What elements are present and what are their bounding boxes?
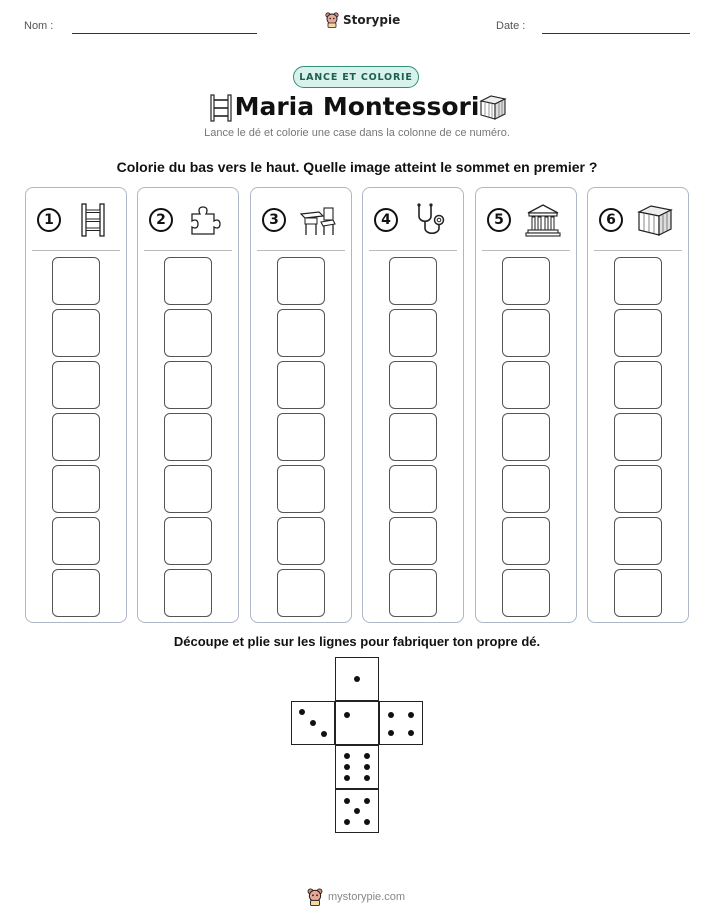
color-cell[interactable] (277, 569, 325, 617)
die-pip (354, 676, 360, 682)
color-cell[interactable] (52, 361, 100, 409)
color-cell[interactable] (389, 361, 437, 409)
column-divider (144, 250, 232, 251)
color-cell[interactable] (52, 309, 100, 357)
color-cell[interactable] (389, 569, 437, 617)
color-cell[interactable] (614, 413, 662, 461)
column-divider (369, 250, 457, 251)
column-number: 5 (487, 208, 511, 232)
color-cell[interactable] (502, 309, 550, 357)
color-cell[interactable] (389, 465, 437, 513)
die-pip (364, 775, 370, 781)
die-face-1-center (335, 701, 379, 745)
color-cell[interactable] (614, 465, 662, 513)
die-pip (388, 712, 394, 718)
date-line[interactable] (542, 33, 690, 34)
wooden-cube-icon (636, 202, 674, 238)
date-label: Date : (496, 20, 526, 32)
column-1 (25, 187, 127, 623)
color-cell[interactable] (164, 569, 212, 617)
color-cell[interactable] (502, 465, 550, 513)
color-cell[interactable] (164, 517, 212, 565)
color-cell[interactable] (164, 361, 212, 409)
color-cell[interactable] (52, 465, 100, 513)
die-pip (364, 764, 370, 770)
color-cell[interactable] (52, 257, 100, 305)
color-cell[interactable] (614, 257, 662, 305)
die-face-1-top (335, 657, 379, 701)
color-cell[interactable] (389, 257, 437, 305)
page-footer (307, 888, 405, 906)
brand-name: Storypie (343, 13, 401, 27)
ladder-shelf-icon (74, 202, 112, 238)
die-pip (344, 775, 350, 781)
die-pip (321, 731, 327, 737)
die-pip (344, 819, 350, 825)
die-pip (364, 819, 370, 825)
die-face-4 (379, 701, 423, 745)
die-pip (299, 709, 305, 715)
column-6 (587, 187, 689, 623)
column-divider (594, 250, 682, 251)
color-cell[interactable] (389, 517, 437, 565)
color-cell[interactable] (164, 465, 212, 513)
die-pip (344, 764, 350, 770)
name-line[interactable] (72, 33, 257, 34)
color-cell[interactable] (52, 517, 100, 565)
wooden-cube-icon (478, 93, 508, 121)
stethoscope-icon (411, 202, 449, 238)
color-cell[interactable] (277, 257, 325, 305)
color-cell[interactable] (52, 413, 100, 461)
color-cell[interactable] (52, 569, 100, 617)
column-2 (137, 187, 239, 623)
color-cell[interactable] (502, 569, 550, 617)
column-divider (482, 250, 570, 251)
name-label: Nom : (24, 20, 54, 32)
puzzle-piece-icon (186, 202, 224, 238)
color-cell[interactable] (277, 517, 325, 565)
die-pip (354, 808, 360, 814)
color-cell[interactable] (277, 413, 325, 461)
color-cell[interactable] (614, 569, 662, 617)
die-pip (408, 712, 414, 718)
color-cell[interactable] (164, 257, 212, 305)
die-pip (364, 798, 370, 804)
color-cell[interactable] (277, 465, 325, 513)
die-pip (364, 753, 370, 759)
die-pip (408, 730, 414, 736)
column-number: 3 (262, 208, 286, 232)
column-4 (362, 187, 464, 623)
die-instruction: Découpe et plie sur les lignes pour fabriquer ton propre dé. (173, 634, 541, 649)
column-divider (257, 250, 345, 251)
activity-badge: LANCE ET COLORIE (293, 66, 419, 88)
color-cell[interactable] (277, 309, 325, 357)
column-number: 4 (374, 208, 398, 232)
die-pip (310, 720, 316, 726)
color-cell[interactable] (502, 257, 550, 305)
footer-url: mystorypie.com (328, 891, 406, 903)
column-3 (250, 187, 352, 623)
color-cell[interactable] (614, 517, 662, 565)
color-cell[interactable] (614, 309, 662, 357)
color-cell[interactable] (389, 309, 437, 357)
color-cell[interactable] (277, 361, 325, 409)
column-number: 1 (37, 208, 61, 232)
page-title: Maria Montessori (234, 92, 480, 121)
bear-mascot-icon (307, 888, 323, 906)
page-subtitle: Lance le dé et colorie une case dans la colonne de ce numéro. (204, 127, 510, 139)
color-cell[interactable] (164, 309, 212, 357)
die-face-6 (335, 745, 379, 789)
bear-mascot-icon (325, 12, 339, 28)
color-cell[interactable] (502, 361, 550, 409)
color-cell[interactable] (164, 413, 212, 461)
column-5 (475, 187, 577, 623)
color-cell[interactable] (614, 361, 662, 409)
coloring-instruction: Colorie du bas vers le haut. Quelle image atteint le sommet en premier ? (116, 159, 598, 175)
color-cell[interactable] (502, 413, 550, 461)
column-divider (32, 250, 120, 251)
die-face-3 (291, 701, 335, 745)
color-cell[interactable] (502, 517, 550, 565)
column-number: 2 (149, 208, 173, 232)
die-pip (344, 712, 350, 718)
school-desk-icon (299, 202, 337, 238)
die-pip (388, 730, 394, 736)
column-number: 6 (599, 208, 623, 232)
die-face-5 (335, 789, 379, 833)
brand-logo (325, 12, 400, 28)
museum-building-icon (524, 202, 562, 238)
die-pip (344, 753, 350, 759)
die-pip (344, 798, 350, 804)
color-cell[interactable] (389, 413, 437, 461)
